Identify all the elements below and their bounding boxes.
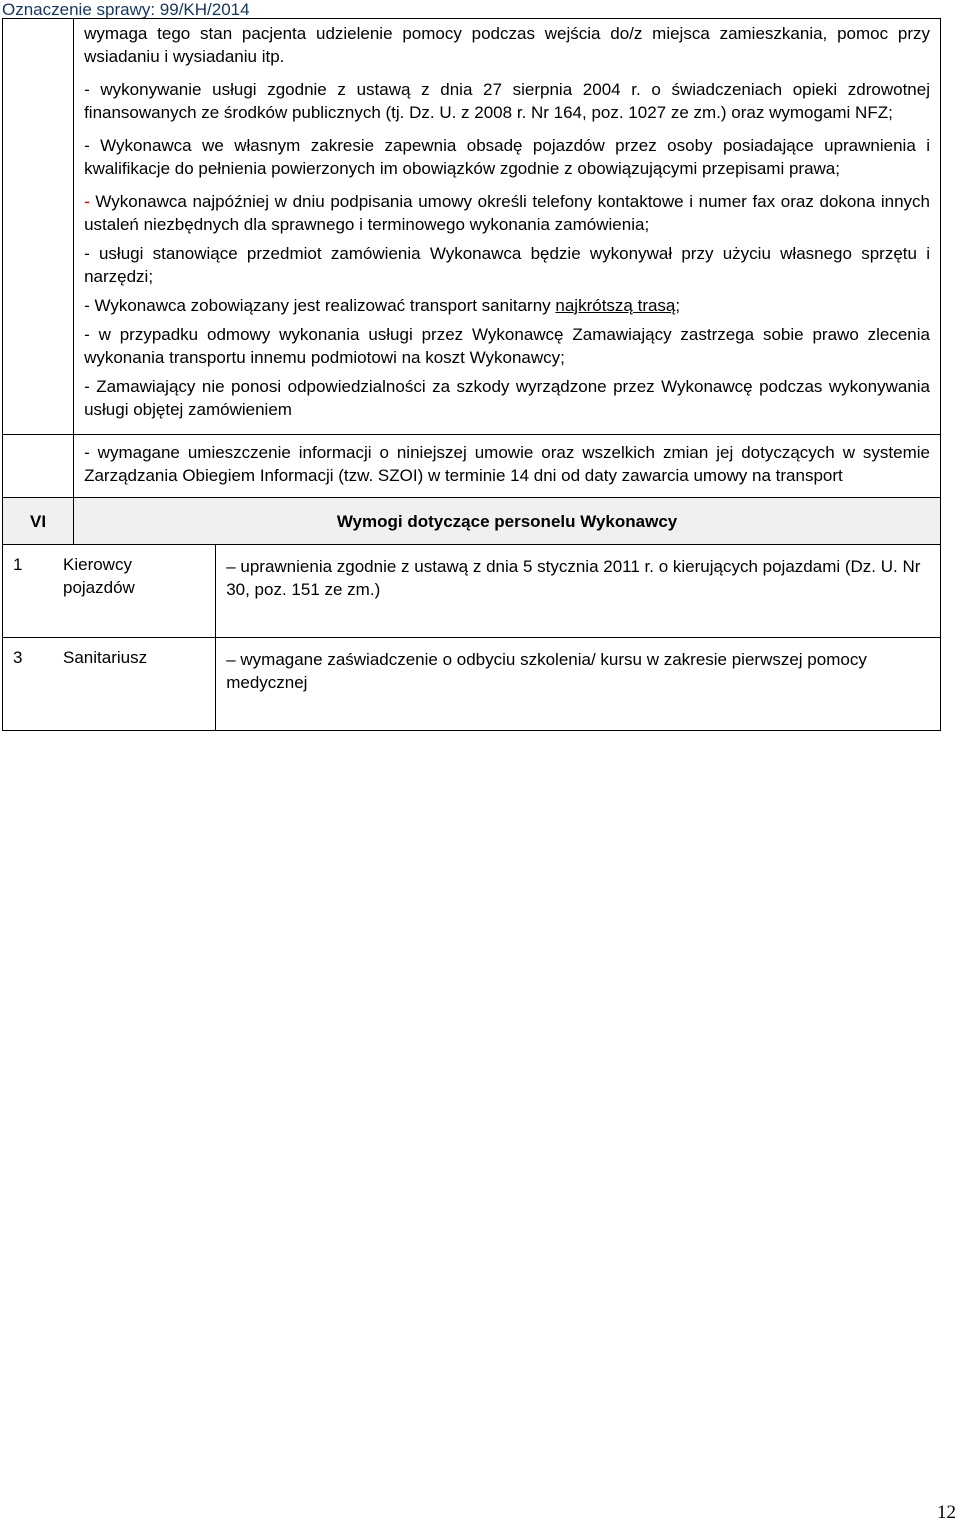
- requirement-text: Wykonawca najpóźniej w dniu podpisania umowy określi telefony kontaktowe i numer fax oraz dokona innych ustaleń niezbędnych dla sprawnego i terminowego wykonania zamówienia;: [84, 192, 930, 234]
- staff-count: 1: [13, 555, 23, 574]
- requirements-row: [3, 19, 941, 435]
- section-number: VI: [3, 498, 74, 545]
- underlined-text: najkrótszą trasą: [555, 296, 676, 315]
- section-title: Wymogi dotyczące personelu Wykonawcy: [74, 498, 941, 545]
- staff-role-cell: [3, 545, 216, 638]
- requirement-paragraph: - wymagane umieszczenie informacji o niniejszej umowie oraz wszelkich zmian jej dotyczących w systemie Zarządzania Obiegiem Informacji (tzw. SZOI) w terminie 14 dni od daty zawarcia umowy na transport: [84, 443, 930, 485]
- requirements-cell: [74, 19, 941, 435]
- red-dash: -: [84, 192, 90, 211]
- requirement-paragraph: - usługi stanowiące przedmiot zamówienia Wykonawca będzie wykonywał przy użyciu własnego sprzętu i narzędzi;: [84, 244, 930, 286]
- requirement-text: ;: [675, 296, 681, 315]
- staff-role: Sanitariusz: [63, 648, 148, 667]
- szoi-cell: [74, 435, 941, 498]
- requirement-paragraph: - wykonywanie usługi zgodnie z ustawą z dnia 27 sierpnia 2004 r. o świadczeniach opieki zdrowotnej finansowanych ze środków publicznych (tj. Dz. U. z 2008 r. Nr 164, poz. 1027 ze zm.) oraz wymogami NFZ;: [84, 80, 930, 122]
- section-header-row: [3, 498, 941, 545]
- requirements-table: [2, 18, 941, 731]
- case-number-header: Oznaczenie sprawy: 99/KH/2014: [2, 0, 250, 19]
- requirement-text: - Wykonawca zobowiązany jest realizować transport sanitarny: [84, 296, 556, 315]
- requirement-paragraph: - w przypadku odmowy wykonania usługi przez Wykonawcę Zamawiający zastrzega sobie prawo zlecenia wykonania transportu innemu podmiotowi na koszt Wykonawcy;: [84, 325, 930, 367]
- staff-role: Kierowcy pojazdów: [63, 555, 135, 597]
- requirement-paragraph: [84, 294, 930, 317]
- requirement-paragraph: - Zamawiający nie ponosi odpowiedzialności za szkody wyrządzone przez Wykonawcę podczas wykonywania usługi objętej zamówieniem: [84, 377, 930, 419]
- requirement-paragraph: - Wykonawca we własnym zakresie zapewnia obsadę pojazdów przez osoby posiadające uprawnienia i kwalifikacje do pełnienia powierzonych im obowiązków zgodnie z obowiązującymi przepisami prawa;: [84, 136, 930, 178]
- staff-row: [3, 545, 941, 638]
- page-number: 12: [937, 1502, 956, 1523]
- staff-role-cell: [3, 638, 216, 731]
- staff-requirement: – uprawnienia zgodnie z ustawą z dnia 5 stycznia 2011 r. o kierujących pojazdami (Dz. U. Nr 30, poz. 151 ze zm.): [216, 545, 941, 638]
- requirement-paragraph: wymaga tego stan pacjenta udzielenie pomocy podczas wejścia do/z miejsca zamieszkania, pomoc przy wsiadaniu i wysiadaniu itp.: [84, 24, 930, 66]
- staff-requirement: – wymagane zaświadczenie o odbyciu szkolenia/ kursu w zakresie pierwszej pomocy medycznej: [216, 638, 941, 731]
- empty-number-cell: [3, 435, 74, 498]
- requirement-paragraph: [84, 190, 930, 236]
- staff-count: 3: [13, 648, 23, 667]
- staff-row: [3, 638, 941, 731]
- szoi-row: [3, 435, 941, 498]
- empty-number-cell: [3, 19, 74, 435]
